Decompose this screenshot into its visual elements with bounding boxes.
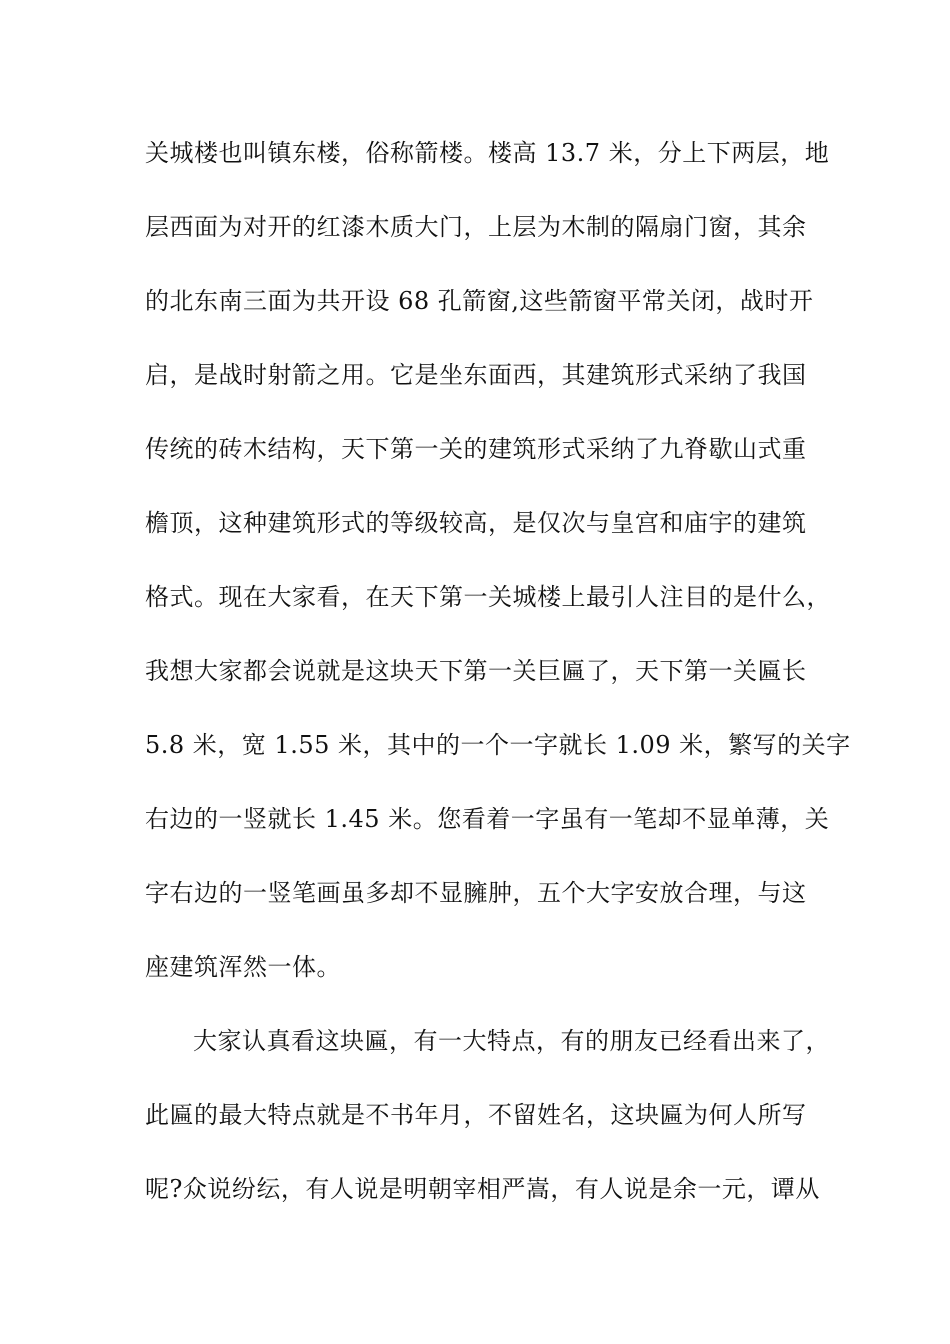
text-line: 此匾的最大特点就是不书年月，不留姓名，这块匾为何人所写 bbox=[145, 1101, 807, 1129]
text-line: 关城楼也叫镇东楼，俗称箭楼。楼高 13.7 米，分上下两层，地 bbox=[145, 139, 830, 167]
text-line: 层西面为对开的红漆木质大门，上层为木制的隔扇门窗，其余 bbox=[145, 213, 807, 241]
text-line: 启，是战时射箭之用。它是坐东面西，其建筑形式采纳了我国 bbox=[145, 361, 807, 389]
text-line: 5.8 米，宽 1.55 米，其中的一个一字就长 1.09 米，繁写的关字 bbox=[145, 731, 851, 759]
text-line: 座建筑浑然一体。 bbox=[145, 953, 341, 981]
text-line: 字右边的一竖笔画虽多却不显臃肿，五个大字安放合理，与这 bbox=[145, 879, 807, 907]
text-line: 格式。现在大家看，在天下第一关城楼上最引人注目的是什么， bbox=[145, 583, 831, 611]
text-line: 右边的一竖就长 1.45 米。您看着一字虽有一笔却不显单薄，关 bbox=[145, 805, 830, 833]
text-line: 呢?众说纷纭，有人说是明朝宰相严嵩，有人说是余一元，谭从 bbox=[145, 1175, 820, 1203]
paragraph-first-line: 大家认真看这块匾，有一大特点，有的朋友已经看出来了， bbox=[193, 1027, 830, 1055]
text-line: 我想大家都会说就是这块天下第一关巨匾了，天下第一关匾长 bbox=[145, 657, 807, 685]
text-line: 的北东南三面为共开设 68 孔箭窗,这些箭窗平常关闭，战时开 bbox=[145, 287, 814, 315]
text-line: 传统的砖木结构，天下第一关的建筑形式采纳了九脊歇山式重 bbox=[145, 435, 807, 463]
text-line: 檐顶，这种建筑形式的等级较高，是仅次与皇宫和庙宇的建筑 bbox=[145, 509, 807, 537]
